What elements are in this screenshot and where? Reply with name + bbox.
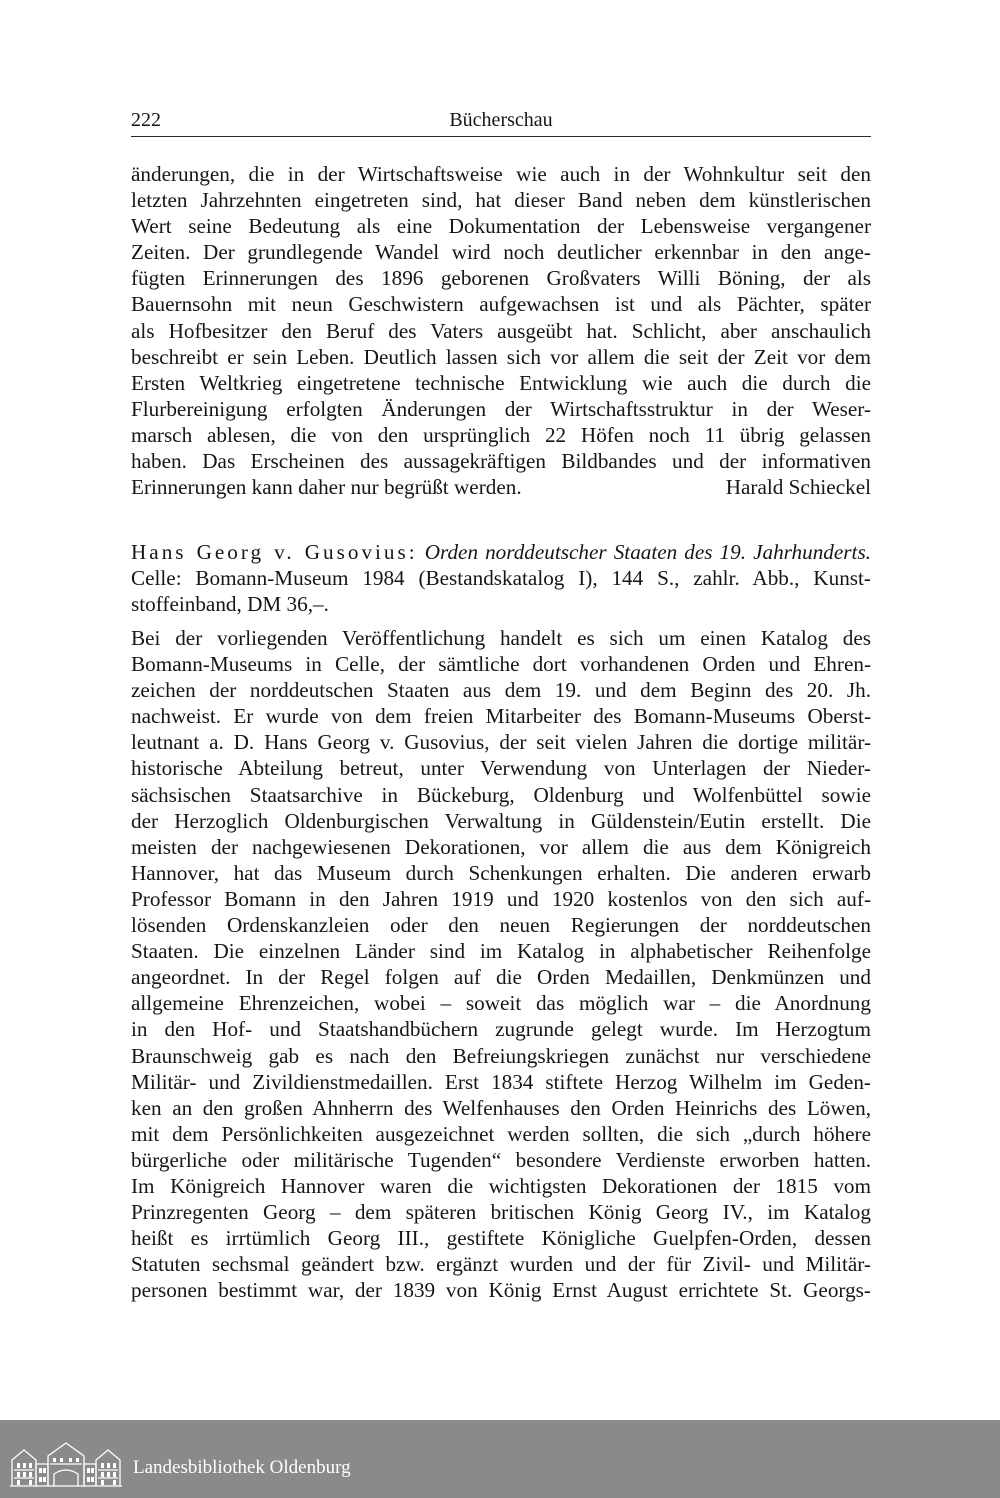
text-line: allgemeine Ehrenzeichen, wobei – soweit das möglich war – die Anordnung (131, 991, 871, 1016)
text-line: Staaten. Die einzelnen Länder sind im Katalog in alphabetischer Reihenfolge (131, 939, 871, 964)
text-line: letzten Jahrzehnten eingetreten sind, hat dieser Band neben dem künstlerischen (131, 188, 871, 213)
review-1-text (131, 161, 871, 500)
footer-bar (0, 1420, 1000, 1498)
text-line: angeordnet. In der Regel folgen auf die Orden Medaillen, Denkmünzen und (131, 965, 871, 990)
book-title: Orden norddeutscher Staaten des 19. Jahrhunderts. (424, 540, 871, 564)
closing-line (131, 474, 871, 500)
text-line: leutnant a. D. Hans Georg v. Gusovius, der seit vielen Jahren die dortige militär- (131, 730, 871, 755)
page-number: 222 (131, 109, 161, 131)
review-2-citation (131, 539, 871, 617)
text-line: in den Hof- und Staatshandbüchern zugrunde gelegt wurde. Im Herzogtum (131, 1017, 871, 1042)
text-line: haben. Das Erscheinen des aussagekräftigen Bildbandes und der informativen (131, 449, 871, 474)
text-line: Erinnerungen kann daher nur begrüßt werden. (131, 475, 522, 500)
text-line: historische Abteilung betreut, unter Verwendung von Unterlagen der Nieder- (131, 756, 871, 781)
reviewer-signature: Harald Schieckel (725, 475, 871, 500)
text-line: heißt es irrtümlich Georg III., gestiftete Königliche Guelpfen-Orden, dessen (131, 1226, 871, 1251)
text-line: Hannover, hat das Museum durch Schenkungen erhalten. Die anderen erwarb (131, 860, 871, 885)
text-line: Wert seine Bedeutung als eine Dokumentation der Lebensweise vergangener (131, 214, 871, 239)
text-line: sächsischen Staatsarchive in Bückeburg, Oldenburg und Wolfenbüttel sowie (131, 782, 871, 807)
text-line: Professor Bomann in den Jahren 1919 und 1920 kostenlos von den sich auf- (131, 886, 871, 911)
text-line: Bei der vorliegenden Veröffentlichung handelt es sich um einen Katalog des (131, 626, 871, 650)
text-line: Bauernsohn mit neun Geschwistern aufgewachsen ist und als Pächter, später (131, 292, 871, 317)
library-building-icon (8, 1440, 124, 1488)
text-line: Bomann-Museums in Celle, der sämtliche dort vorhandenen Orden und Ehren- (131, 652, 871, 677)
text-line: meisten der nachgewiesenen Dekorationen, vor allem die aus dem Königreich (131, 834, 871, 859)
text-line: marsch ablesen, die von den ursprünglich 22 Höfen noch 11 übrig gelassen (131, 422, 871, 447)
text-line: lösenden Ordenskanzleien oder den neuen Regierungen der norddeutschen (131, 913, 871, 938)
library-name: Landesbibliothek Oldenburg (133, 1457, 351, 1478)
text-line: Flurbereinigung erfolgten Änderungen der Wirtschaftsstruktur in der Weser- (131, 396, 871, 421)
text-line: der Herzoglich Oldenburgischen Verwaltung in Güldenstein/Eutin erstellt. Die (131, 808, 871, 833)
citation-line: Celle: Bomann-Museum 1984 (Bestandskatalog I), 144 S., zahlr. Abb., Kunst- (131, 566, 871, 591)
running-head: Bücherschau (449, 109, 553, 131)
text-line: bürgerliche oder militärische Tugenden“ besondere Verdienste erworben hatten. (131, 1147, 871, 1172)
citation-line: stoffeinband, DM 36,–. (131, 592, 329, 617)
text-line: änderungen, die in der Wirtschaftsweise wie auch in der Wohnkultur seit den (131, 162, 871, 186)
citation-line (131, 539, 871, 565)
text-line: mit dem Persönlichkeiten ausgezeichnet werden sollten, die sich „durch höhere (131, 1121, 871, 1146)
text-line: fügten Erinnerungen des 1896 geborenen Großvaters Willi Böning, der als (131, 266, 871, 291)
text-line: Militär- und Zivildienstmedaillen. Erst 1834 stiftete Herzog Wilhelm im Geden- (131, 1069, 871, 1094)
text-line: Zeiten. Der grundlegende Wandel wird noch deutlicher erkennbar in den ange- (131, 240, 871, 265)
text-line: ken an den großen Ahnherrn des Welfenhauses den Orden Heinrichs des Löwen, (131, 1095, 871, 1120)
text-line: als Hofbesitzer den Beruf des Vaters ausgeübt hat. Schlicht, aber anschaulich (131, 318, 871, 343)
text-line: Braunschweig gab es nach den Befreiungskriegen zunächst nur verschiedene (131, 1043, 871, 1068)
text-line: Im Königreich Hannover waren die wichtigsten Dekorationen der 1815 vom (131, 1173, 871, 1198)
review-2-text (131, 625, 871, 1303)
text-line: Prinzregenten Georg – dem späteren britischen König Georg IV., im Katalog (131, 1200, 871, 1225)
text-line: beschreibt er sein Leben. Deutlich lassen sich vor allem die seit der Zeit vor dem (131, 344, 871, 369)
text-line: zeichen der norddeutschen Staaten aus dem 19. und dem Beginn des 20. Jh. (131, 678, 871, 703)
text-line: nachweist. Er wurde von dem freien Mitarbeiter des Bomann-Museums Oberst- (131, 704, 871, 729)
book-author: Hans Georg v. Gusovius: (131, 540, 418, 564)
text-line: Statuten sechsmal geändert bzw. ergänzt wurden und der für Zivil- und Militär- (131, 1252, 871, 1277)
text-line: personen bestimmt war, der 1839 von König Ernst August errichtete St. Georgs- (131, 1278, 871, 1303)
text-line: Ersten Weltkrieg eingetretene technische Entwicklung wie auch die durch die (131, 370, 871, 395)
page-header (131, 108, 871, 137)
